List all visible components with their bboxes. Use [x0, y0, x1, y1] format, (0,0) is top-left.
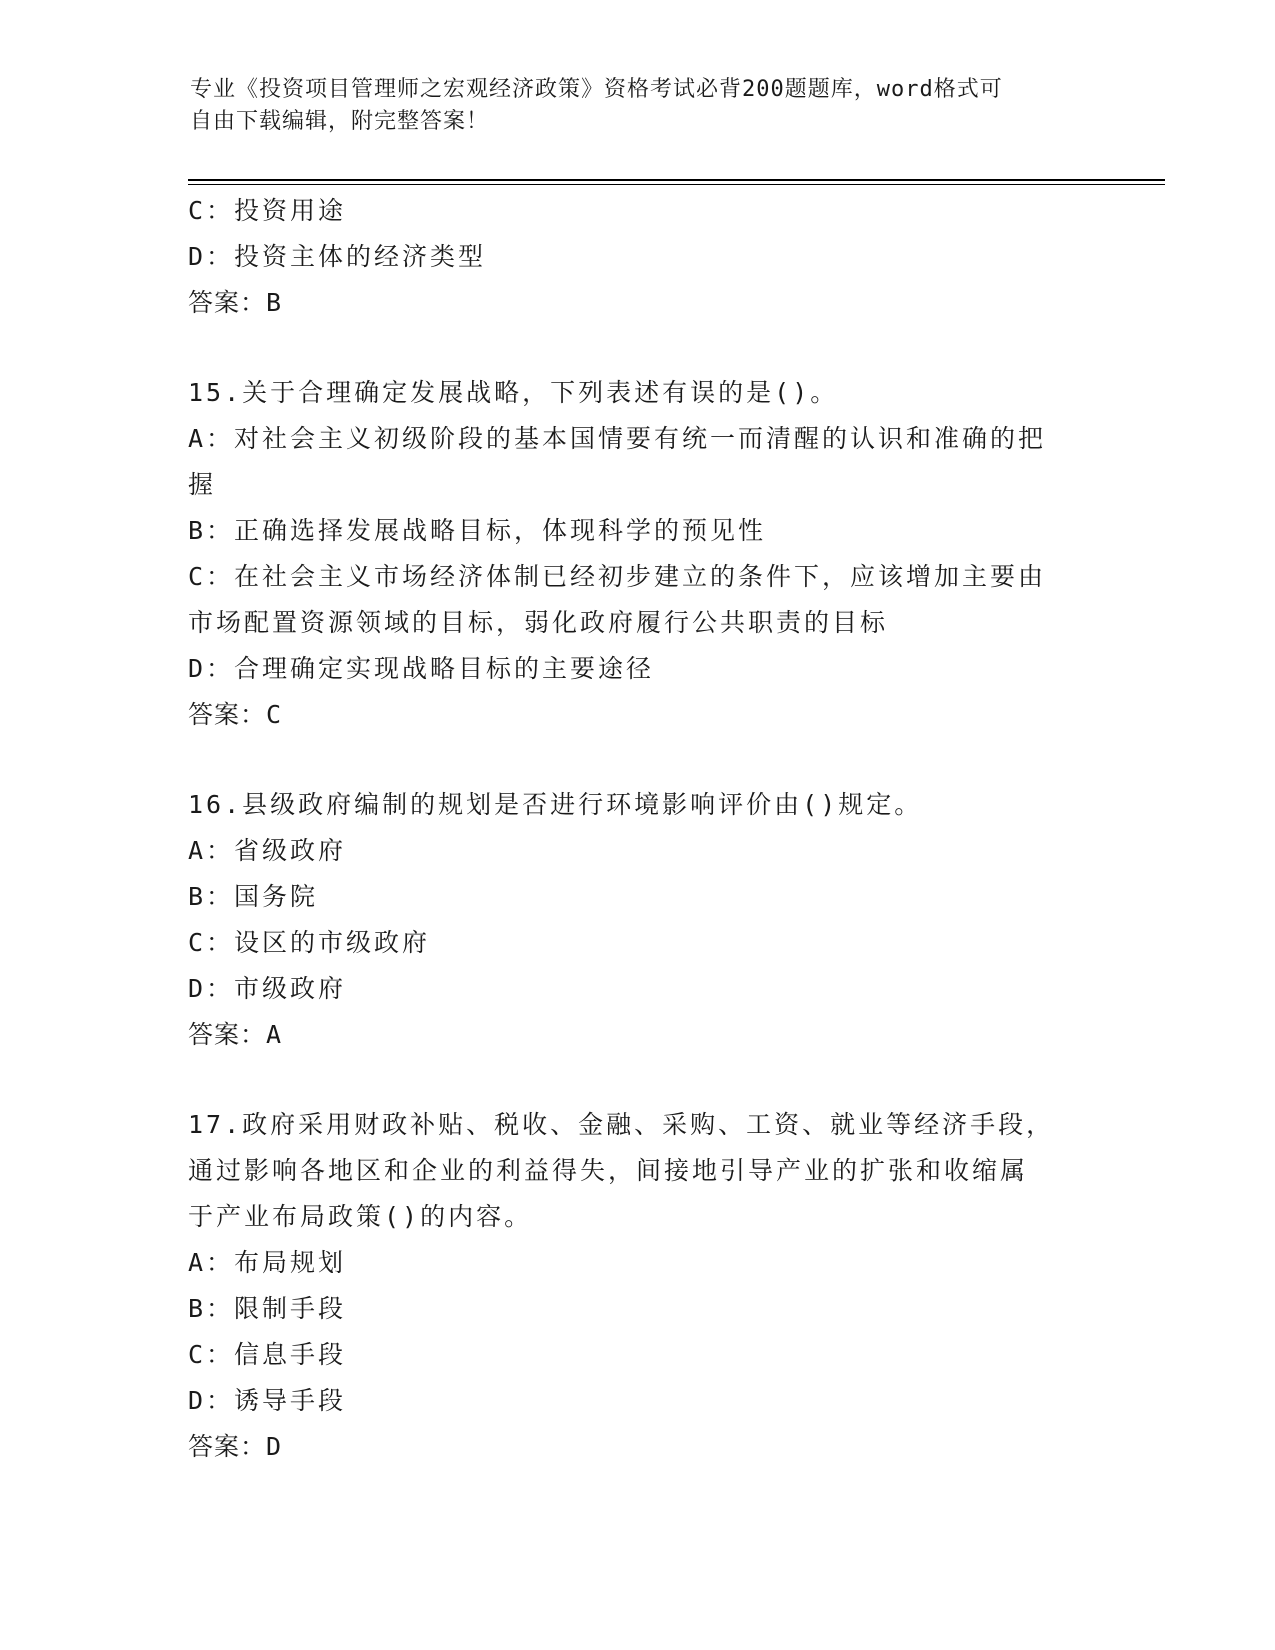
- question-stem-continued: 于产业布局政策()的内容。: [188, 1202, 533, 1231]
- answer-line: 答案：A: [188, 1020, 283, 1049]
- question-14-tail: [188, 188, 1088, 326]
- option-c: C：在社会主义市场经济体制已经初步建立的条件下，应该增加主要由: [188, 562, 1047, 591]
- question-stem: 17.政府采用财政补贴、税收、金融、采购、工资、就业等经济手段，: [188, 1110, 1055, 1139]
- option-a: A：对社会主义初级阶段的基本国情要有统一而清醒的认识和准确的把: [188, 424, 1047, 453]
- question-stem-continued: 通过影响各地区和企业的利益得失，间接地引导产业的扩张和收缩属: [188, 1156, 1029, 1185]
- header-title-line-1: 专业《投资项目管理师之宏观经济政策》资格考试必背200题题库，word格式可: [190, 77, 1003, 102]
- header-rule-thick: [188, 179, 1165, 181]
- option-b: B：国务院: [188, 882, 319, 911]
- answer-line: 答案：D: [188, 1432, 283, 1461]
- option-c: C：设区的市级政府: [188, 928, 431, 957]
- question-content: [188, 188, 1088, 1470]
- option-d: D：诱导手段: [188, 1386, 347, 1415]
- option-a: A：省级政府: [188, 836, 347, 865]
- option-c-continued: 市场配置资源领域的目标，弱化政府履行公共职责的目标: [188, 608, 889, 637]
- option-d: D：合理确定实现战略目标的主要途径: [188, 654, 655, 683]
- answer-line: 答案：B: [188, 288, 283, 317]
- option-d: D：投资主体的经济类型: [188, 242, 487, 271]
- option-a: A：布局规划: [188, 1248, 347, 1277]
- document-header: [190, 74, 1070, 138]
- question-stem: 15.关于合理确定发展战略，下列表述有误的是()。: [188, 378, 839, 407]
- answer-line: 答案：C: [188, 700, 283, 729]
- option-b: B：正确选择发展战略目标，体现科学的预见性: [188, 516, 767, 545]
- question-stem: 16.县级政府编制的规划是否进行环境影响评价由()规定。: [188, 790, 923, 819]
- option-c: C：投资用途: [188, 196, 347, 225]
- question-17: [188, 1102, 1088, 1470]
- question-15: [188, 370, 1088, 738]
- option-c: C：信息手段: [188, 1340, 347, 1369]
- question-16: [188, 782, 1088, 1058]
- header-title-line-2: 自由下载编辑，附完整答案！: [190, 109, 490, 134]
- option-b: B：限制手段: [188, 1294, 347, 1323]
- option-a-continued: 握: [188, 470, 217, 499]
- option-d: D：市级政府: [188, 974, 347, 1003]
- header-rule-thin: [188, 184, 1165, 185]
